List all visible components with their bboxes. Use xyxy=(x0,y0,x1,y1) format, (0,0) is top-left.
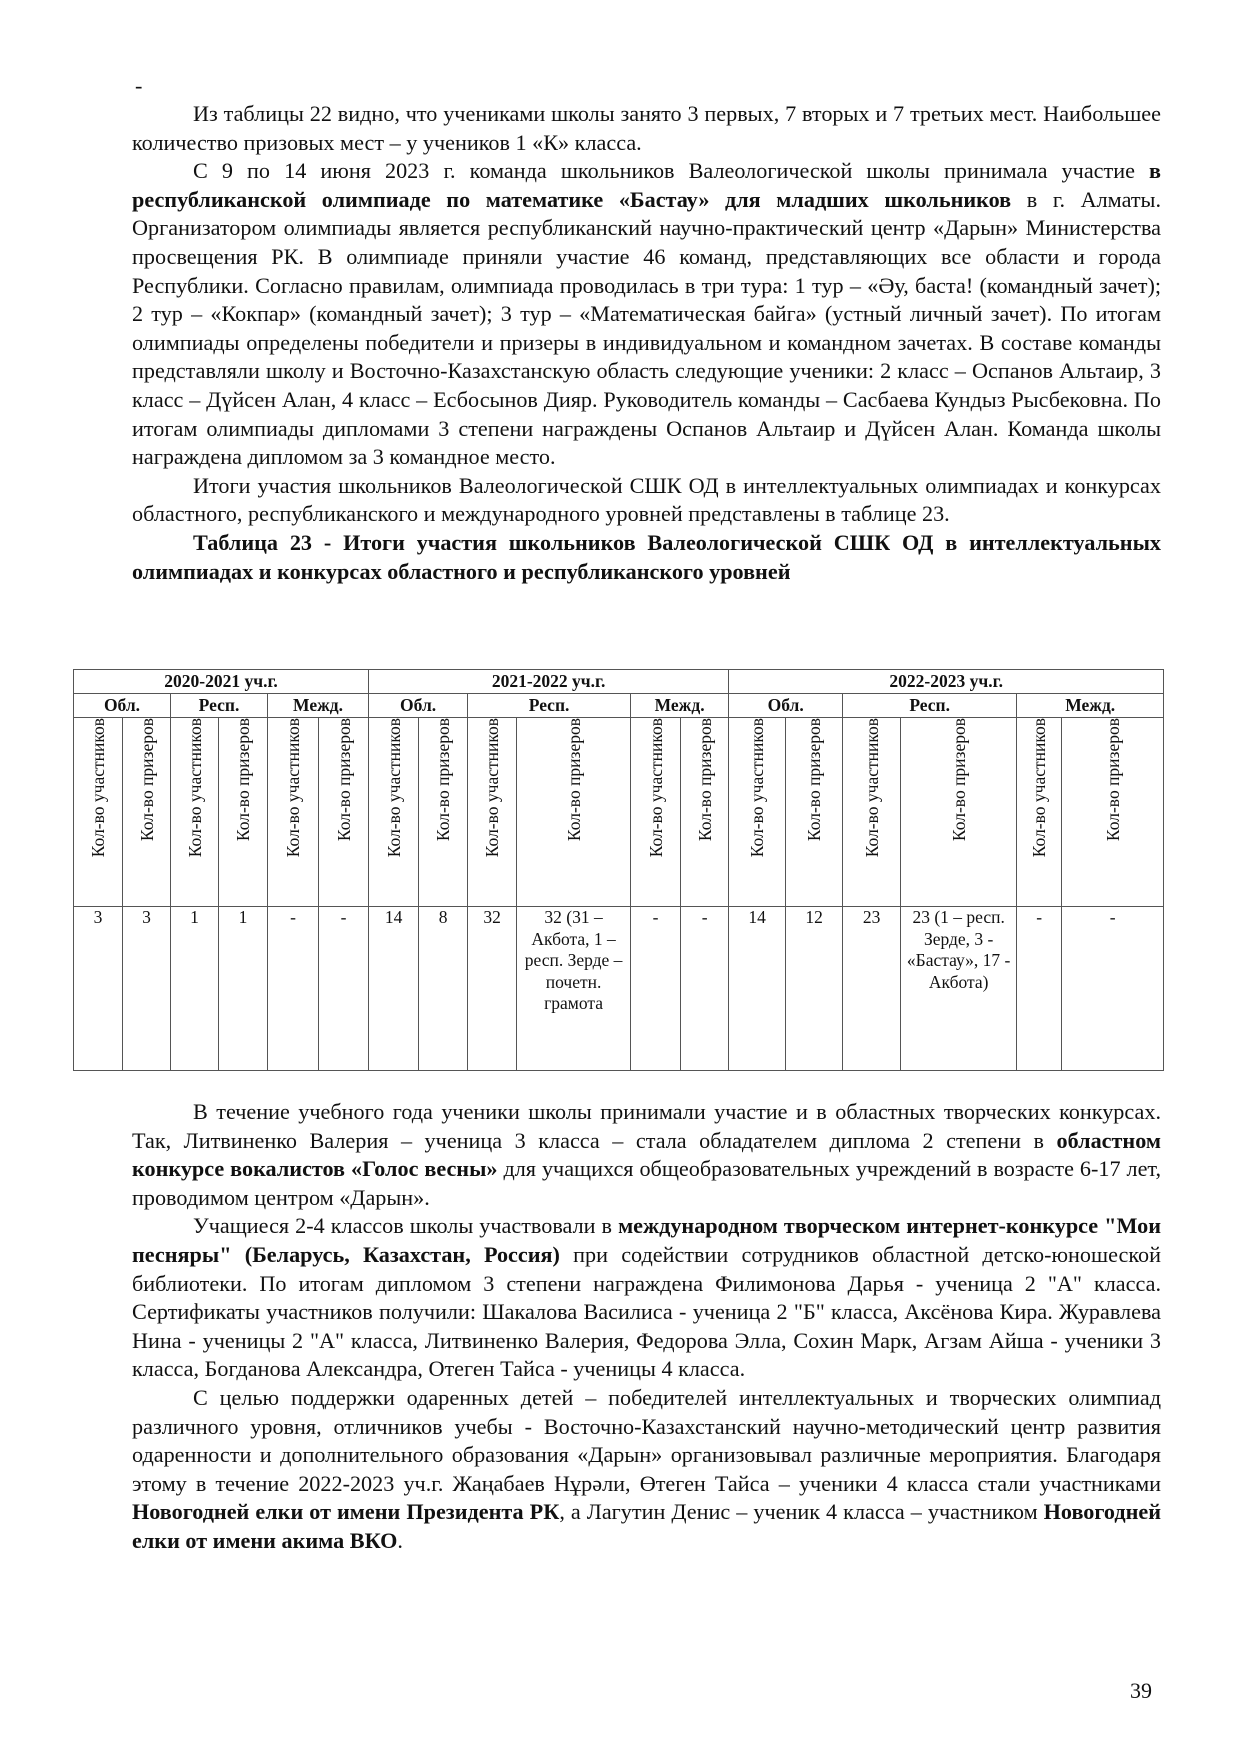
level-header: Обл. xyxy=(74,694,171,718)
column-header-label: Кол-во призеров xyxy=(563,718,584,842)
paragraph-6-bold: Новогодней елки от имени Президента РК xyxy=(132,1499,560,1525)
column-header-label: Кол-во призеров xyxy=(433,718,454,842)
paragraph-2-text-cont: в г. Алматы. Организатором олимпиады является республиканский научно-практический центр «Дарын» Министерства просвещения РК. В олимпиаде приняли участие 46 команд, представляющих все области и города Республики. Согласно правилам, олимпиада проводилась в три тура: 1 тур – «Әу, баста! (командный зачет); 2 тур – «Кокпар» (командный зачет); 3 тур – «Математическая байга» (устный личный зачет). По итогам олимпиады определены победители и призеры в индивидуальном и командном зачетах. В составе команды представляли школу и Восточно-Казахстанскую область следующие ученики: 2 класс – Оспанов Альтаир, 3 класс – Дүйсен Алан, 4 класс – Есбосынов Дияр. Руководитель команды – Сасбаева Кундыз Рысбековна. По итогам олимпиады дипломами 3 степени награждены Оспанов Альтаир и Дүйсен Алан. Команда школы награждена дипломом за 3 командное место. xyxy=(132,186,1161,470)
level-header: Респ. xyxy=(171,694,268,718)
column-header xyxy=(843,718,901,907)
paragraph-6-text-cont: , а Лагутин Денис – ученик 4 класса – участником xyxy=(559,1499,1044,1525)
table-cell: 14 xyxy=(729,907,786,1071)
column-header xyxy=(268,718,319,907)
column-header xyxy=(1062,718,1164,907)
paragraph-4-bold: областном конкурсе вокалистов «Голос весны» xyxy=(132,1127,1161,1182)
paragraph-3: Итоги участия школьников Валеологической СШК ОД в интеллектуальных олимпиадах и конкурсах областного, республиканского и международного уровней представлены в таблице 23. xyxy=(132,472,1161,527)
column-header xyxy=(468,718,517,907)
table-cell: - xyxy=(681,907,729,1071)
column-header xyxy=(517,718,631,907)
column-header-row xyxy=(74,718,1164,907)
paragraph-4-text: В течение учебного года ученики школы принимали участие и в областных творческих конкурсах. Так, Литвиненко Валерия – ученица 3 класса – стала обладателем диплома 2 степени в xyxy=(132,1099,1161,1153)
table-cell: 23 xyxy=(843,907,901,1071)
column-header xyxy=(901,718,1017,907)
paragraph-6-bold-2: Новогодней елки от имени акима ВКО xyxy=(132,1499,1161,1553)
column-header-label: Кол-во призеров xyxy=(804,718,825,842)
table-cell: - xyxy=(1017,907,1062,1071)
level-header-row xyxy=(74,694,1164,718)
column-header-label: Кол-во участников xyxy=(283,718,303,858)
column-header xyxy=(319,718,369,907)
table-row xyxy=(74,907,1164,1071)
table-cell: 8 xyxy=(419,907,468,1071)
table-cell: - xyxy=(268,907,319,1071)
column-header xyxy=(729,718,786,907)
paragraph-6-text: С целью поддержки одаренных детей – победителей интеллектуальных и творческих олимпиад различного уровня, отличников учебы - Восточно-Казахстанский научно-методический центр развития одаренности и дополнительного образования «Дарын» организовывал различные мероприятия. Благодаря этому в течение 2022-2023 уч.г. Жаңабаев Нұрәли, Өтеген Тайса – ученики 4 класса стали участниками xyxy=(132,1384,1161,1496)
page-body xyxy=(132,72,1161,586)
page-number: 39 xyxy=(1130,1678,1152,1703)
column-header xyxy=(369,718,419,907)
paragraph-6-end: . xyxy=(397,1527,403,1553)
level-header: Обл. xyxy=(729,694,843,718)
column-header-label: Кол-во участников xyxy=(1029,718,1050,858)
table-cell: 1 xyxy=(171,907,219,1071)
paragraph-1: Из таблицы 22 видно, что учениками школы занято 3 первых, 7 вторых и 7 третьих мест. Наибольшее количество призовых мест – у учеников 1 «К» класса. xyxy=(132,101,1161,155)
column-header-label: Кол-во призеров xyxy=(233,718,253,842)
column-header xyxy=(1017,718,1062,907)
column-header-label: Кол-во призеров xyxy=(948,718,969,842)
column-header-label: Кол-во призеров xyxy=(694,718,715,842)
paragraph-6 xyxy=(132,1384,1161,1556)
column-header-label: Кол-во участников xyxy=(747,718,768,858)
paragraph-2 xyxy=(132,157,1161,472)
column-header-label: Кол-во призеров xyxy=(1102,718,1123,842)
column-header xyxy=(123,718,171,907)
level-header: Респ. xyxy=(843,694,1017,718)
table-cell: 3 xyxy=(74,907,123,1071)
level-header: Респ. xyxy=(468,694,631,718)
year-header-row xyxy=(74,670,1164,694)
level-header: Межд. xyxy=(1017,694,1164,718)
column-header-label: Кол-во участников xyxy=(861,718,882,858)
column-header-label: Кол-во участников xyxy=(645,718,666,858)
year-header: 2020-2021 уч.г. xyxy=(74,670,369,694)
column-header xyxy=(631,718,681,907)
table-cell: 14 xyxy=(369,907,419,1071)
year-header: 2022-2023 уч.г. xyxy=(729,670,1164,694)
year-header: 2021-2022 уч.г. xyxy=(369,670,729,694)
top-dash: - xyxy=(135,73,143,98)
table-caption: Таблица 23 - Итоги участия школьников Валеологической СШК ОД в интеллектуальных олимпиадах и конкурсах областного и республиканского уровней xyxy=(132,529,1161,584)
column-header xyxy=(786,718,843,907)
paragraph-5 xyxy=(132,1212,1161,1384)
table-cell: 3 xyxy=(123,907,171,1071)
column-header xyxy=(74,718,123,907)
column-header-label: Кол-во участников xyxy=(482,718,503,858)
column-header-label: Кол-во участников xyxy=(88,718,108,858)
results-table xyxy=(73,669,1164,1071)
table-cell: - xyxy=(631,907,681,1071)
level-header: Межд. xyxy=(268,694,369,718)
table-cell: - xyxy=(319,907,369,1071)
paragraph-5-bold: международном творческом интернет-конкурсе "Мои песняры" (Беларусь, Казахстан, Россия) xyxy=(132,1213,1161,1267)
column-header-label: Кол-во призеров xyxy=(333,718,354,842)
column-header xyxy=(419,718,468,907)
column-header-label: Кол-во участников xyxy=(383,718,404,858)
table-cell: 1 xyxy=(219,907,268,1071)
paragraph-2-bold: в республиканской олимпиаде по математике «Бастау» для младших школьников xyxy=(132,158,1161,212)
page-body-continued xyxy=(132,1098,1161,1556)
column-header xyxy=(171,718,219,907)
table-cell: - xyxy=(1062,907,1164,1071)
paragraph-4 xyxy=(132,1098,1161,1212)
level-header: Межд. xyxy=(631,694,729,718)
table-cell: 32 xyxy=(468,907,517,1071)
paragraph-4-text-cont: для учащихся общеобразовательных учреждений в возрасте 6-17 лет, проводимом центром «Дарын». xyxy=(132,1156,1161,1210)
paragraph-5-text-cont: при содействии сотрудников областной детско-юношеской библиотеки. По итогам дипломом 3 степени награждена Филимонова Дарья - ученица 2 "А" класса. Сертификаты участников получили: Шакалова Василиса - ученица 2 "Б" класса, Аксёнова Кира. Журавлева Нина - ученицы 2 "А" класса, Литвиненко Валерия, Федорова Элла, Сохин Марк, Агзам Айша - ученики 3 класса, Богданова Александра, Отеген Тайса - ученицы 4 класса. xyxy=(132,1241,1161,1382)
level-header: Обл. xyxy=(369,694,468,718)
paragraph-5-text: Учащиеся 2-4 классов школы участвовали в xyxy=(193,1213,619,1239)
column-header-label: Кол-во участников xyxy=(184,718,205,858)
column-header xyxy=(681,718,729,907)
table-cell: 12 xyxy=(786,907,843,1071)
paragraph-2-text: С 9 по 14 июня 2023 г. команда школьников Валеологической школы принимала участие xyxy=(193,158,1150,184)
table-cell: 23 (1 – респ. Зерде, 3 - «Бастау», 17 - Акбота) xyxy=(901,907,1017,1071)
table-cell: 32 (31 – Акбота, 1 – респ. Зерде – почетн. грамота xyxy=(517,907,631,1071)
column-header-label: Кол-во призеров xyxy=(136,718,157,842)
column-header xyxy=(219,718,268,907)
